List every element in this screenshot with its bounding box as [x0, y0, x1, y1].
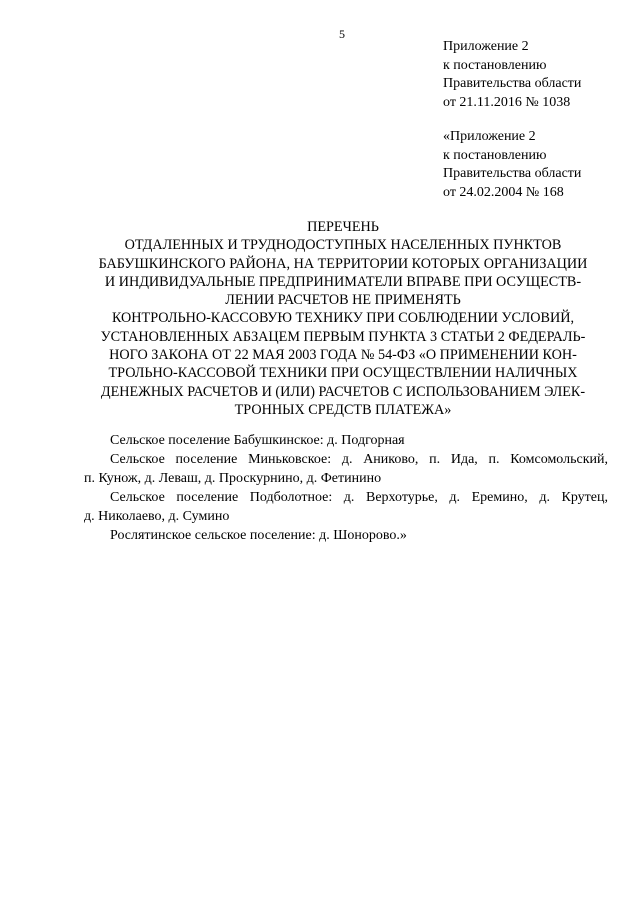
title-line: ОТДАЛЕННЫХ И ТРУДНОДОСТУПНЫХ НАСЕЛЕННЫХ ПУНКТОВ — [124, 237, 562, 254]
title-line: И ИНДИВИДУАЛЬНЫЕ ПРЕДПРИНИМАТЕЛИ ВПРАВЕ ПРИ ОСУЩЕСТВ- — [104, 273, 582, 290]
title-line: ТРОЛЬНО-КАССОВОЙ ТЕХНИКИ ПРИ ОСУЩЕСТВЛЕНИИ НАЛИЧНЫХ — [108, 365, 578, 382]
appendix-line: Приложение 2 — [443, 39, 529, 54]
title-heading: ПЕРЕЧЕНЬ — [307, 219, 379, 235]
settlement-roslyatinskoe — [84, 526, 608, 545]
document-title — [78, 218, 608, 419]
appendix-header-current — [443, 38, 581, 112]
settlement-babushkinskoe — [84, 431, 608, 450]
settlement-list — [84, 431, 608, 545]
appendix-line: Правительства области — [443, 166, 582, 181]
appendix-line: к постановлению — [443, 147, 547, 163]
settlement-podbolotnoe — [84, 488, 608, 526]
appendix-header-original — [443, 128, 581, 202]
title-line: ЛЕНИИ РАСЧЕТОВ НЕ ПРИМЕНЯТЬ — [225, 292, 461, 309]
title-line: ТРОННЫХ СРЕДСТВ ПЛАТЕЖА» — [234, 401, 452, 418]
appendix-line: Правительства области — [443, 76, 582, 91]
appendix-line: от 21.11.2016 № 1038 — [443, 94, 571, 110]
title-line: БАБУШКИНСКОГО РАЙОНА, НА ТЕРРИТОРИИ КОТОРЫХ ОРГАНИЗАЦИИ — [98, 255, 588, 272]
appendix-line: к постановлению — [443, 57, 547, 73]
title-line: НОГО ЗАКОНА ОТ 22 МАЯ 2003 ГОДА № 54-ФЗ «О ПРИМЕНЕНИИ КОН- — [109, 347, 577, 364]
title-line: КОНТРОЛЬНО-КАССОВУЮ ТЕХНИКУ ПРИ СОБЛЮДЕНИИ УСЛОВИЙ, — [111, 310, 575, 327]
settlement-line: п. Кунож, д. Леваш, д. Проскурнино, д. Фетинино — [84, 471, 382, 486]
appendix-line: «Приложение 2 — [443, 129, 536, 144]
title-line: ДЕНЕЖНЫХ РАСЧЕТОВ И (ИЛИ) РАСЧЕТОВ С ИСПОЛЬЗОВАНИЕМ ЭЛЕК- — [100, 383, 586, 400]
settlement-minkovskoe — [84, 450, 608, 488]
settlement-line: Сельское поселение Миньковское: д. Аниково, п. Ида, п. Комсомольский, — [110, 452, 608, 467]
settlement-line: Сельское поселение Бабушкинское: д. Подгорная — [110, 433, 405, 448]
title-line: УСТАНОВЛЕННЫХ АБЗАЦЕМ ПЕРВЫМ ПУНКТА 3 СТАТЬИ 2 ФЕДЕРАЛЬ- — [100, 328, 586, 345]
appendix-line: от 24.02.2004 № 168 — [443, 184, 564, 200]
settlement-line: Сельское поселение Подболотное: д. Верхотурье, д. Еремино, д. Крутец, — [110, 490, 608, 505]
settlement-line: д. Николаево, д. Сумино — [84, 509, 230, 524]
page-number: 5 — [339, 27, 345, 41]
settlement-line: Рослятинское сельское поселение: д. Шонорово.» — [110, 528, 407, 543]
